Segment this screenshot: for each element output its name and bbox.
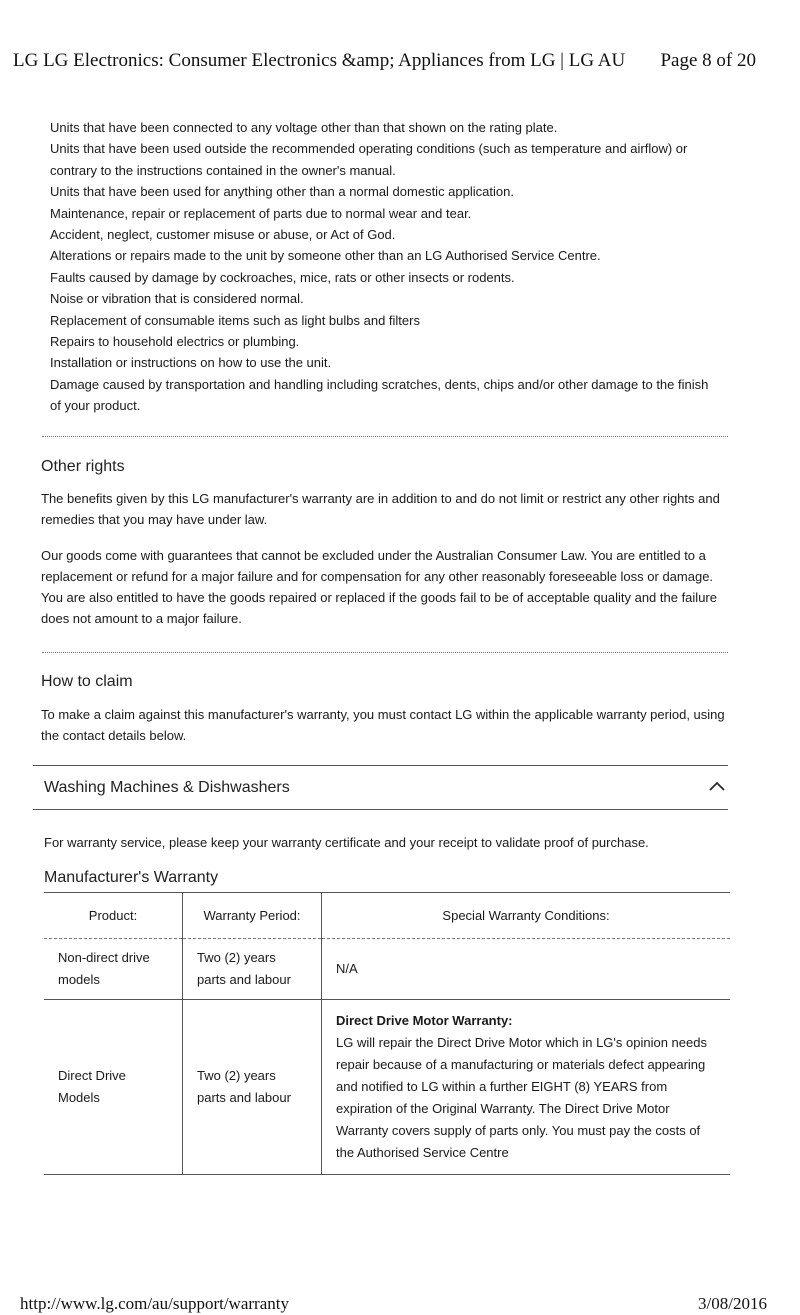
list-item: Maintenance, repair or replacement of parts due to normal wear and tear. — [50, 205, 472, 221]
table-row — [44, 1000, 730, 1175]
document-title: LG LG Electronics: Consumer Electronics &amp; Appliances from LG | LG AU — [13, 50, 626, 71]
list-item: Installation or instructions on how to use the unit. — [50, 355, 332, 371]
cell-special-conditions: N/A — [322, 939, 731, 1000]
accordion-header-border — [33, 809, 728, 810]
cell-product: Direct Drive Models — [44, 1000, 183, 1175]
other-rights-heading: Other rights — [41, 458, 125, 475]
accordion-top-border — [33, 765, 728, 766]
list-item: Damage caused by transportation and handling including scratches, dents, chips and/or other damage to the finish — [50, 376, 709, 392]
other-rights-paragraph-1: The benefits given by this LG manufacturer's warranty are in addition to and do not limit or restrict any other rights and remedies that you may have under law. — [41, 491, 720, 527]
footer-url: http://www.lg.com/au/support/warranty — [20, 1294, 289, 1313]
exclusions-list — [50, 117, 730, 417]
manufacturers-warranty-heading: Manufacturer's Warranty — [44, 869, 219, 886]
list-item: Units that have been used for anything other than a normal domestic application. — [50, 184, 514, 200]
direct-drive-warranty-text: LG will repair the Direct Drive Motor which in LG's opinion needs repair because of a manufacturing or materials defect appearing and notified to LG within a further EIGHT (8) YEARS from expiration of the Original Warranty. The Direct Drive Motor Warranty covers supply of parts only. You must pay the costs of the Authorised Service Centre — [336, 1035, 707, 1160]
list-item: contrary to the instructions contained in the owner's manual. — [50, 162, 396, 178]
list-item: Accident, neglect, customer misuse or abuse, or Act of God. — [50, 227, 396, 243]
other-rights-paragraph-2: Our goods come with guarantees that cannot be excluded under the Australian Consumer Law. You are entitled to a replacement or refund for a major failure and for compensation for any other reasonably foreseeable loss or damage. You are also entitled to have the goods repaired or replaced if the goods fail to be of acceptable quality and the failure does not amount to a major failure. — [41, 548, 717, 626]
cell-warranty-period: Two (2) years parts and labour — [183, 939, 322, 1000]
column-header-special-conditions: Special Warranty Conditions: — [322, 893, 731, 939]
list-item: Units that have been connected to any voltage other than that shown on the rating plate. — [50, 120, 558, 135]
cell-product: Non-direct drive models — [44, 939, 183, 1000]
how-to-claim-heading: How to claim — [41, 673, 133, 690]
table-header-row — [44, 893, 730, 939]
section-divider — [42, 436, 728, 437]
list-item: Replacement of consumable items such as light bulbs and filters — [50, 312, 420, 328]
table-row — [44, 939, 730, 1000]
page-number: Page 8 of 20 — [660, 50, 756, 71]
list-item: Repairs to household electrics or plumbing. — [50, 334, 300, 350]
how-to-claim-paragraph: To make a claim against this manufacturer's warranty, you must contact LG within the applicable warranty period, using the contact details below. — [41, 707, 725, 743]
direct-drive-warranty-title: Direct Drive Motor Warranty: — [336, 1013, 513, 1028]
list-item: Alterations or repairs made to the unit by someone other than an LG Authorised Service Centre. — [50, 248, 601, 264]
warranty-service-note: For warranty service, please keep your warranty certificate and your receipt to validate proof of purchase. — [44, 835, 649, 850]
cell-warranty-period: Two (2) years parts and labour — [183, 1000, 322, 1175]
column-header-product: Product: — [44, 893, 183, 939]
list-item: of your product. — [50, 398, 141, 414]
column-header-warranty-period: Warranty Period: — [183, 893, 322, 939]
warranty-table — [44, 892, 730, 1175]
cell-special-conditions — [322, 1000, 731, 1175]
list-item: Noise or vibration that is considered normal. — [50, 291, 304, 307]
section-divider — [42, 652, 728, 653]
footer-date: 3/08/2016 — [698, 1294, 767, 1313]
accordion-title-washing-machines[interactable]: Washing Machines & Dishwashers — [44, 779, 290, 796]
list-item: Faults caused by damage by cockroaches, mice, rats or other insects or rodents. — [50, 269, 515, 285]
list-item: Units that have been used outside the recommended operating conditions (such as temperature and airflow) or — [50, 141, 688, 157]
chevron-up-icon[interactable] — [707, 778, 727, 794]
